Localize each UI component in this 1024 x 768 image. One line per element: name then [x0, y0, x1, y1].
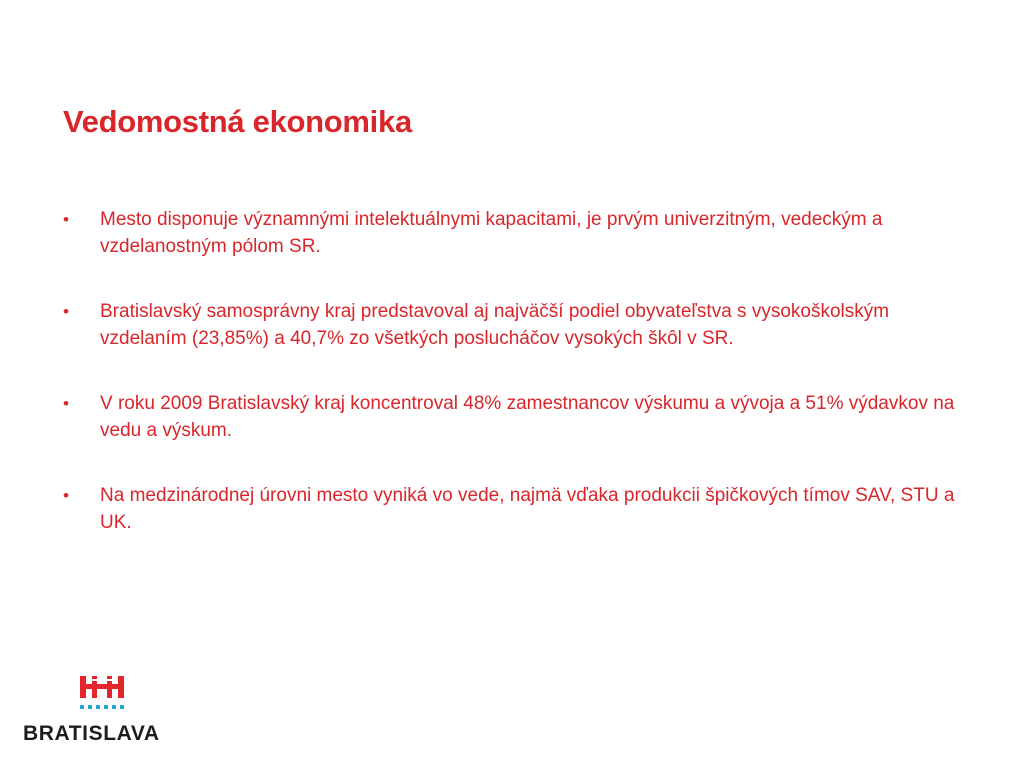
slide-title: Vedomostná ekonomika	[63, 104, 412, 139]
bullet-dot-icon: •	[63, 394, 69, 413]
bullet-text: Na medzinárodnej úrovni mesto vyniká vo vede, najmä vďaka produkcii špičkových tímov SAV, STU a UK.	[100, 485, 955, 533]
bullet-dot-icon: •	[63, 302, 69, 321]
bullet-item	[63, 482, 963, 536]
bratislava-logo	[23, 672, 193, 746]
logo-text: BRATISLAVA	[23, 722, 160, 745]
bullet-text: V roku 2009 Bratislavský kraj koncentroval 48% zamestnancov výskumu a vývoja a 51% výdavkov na vedu a výskum.	[100, 393, 955, 441]
bratislava-gate-icon	[80, 672, 130, 718]
bullet-item	[63, 206, 963, 260]
bullet-list	[63, 206, 963, 536]
bullet-item	[63, 298, 963, 352]
bullet-text: Bratislavský samosprávny kraj predstavoval aj najväčší podiel obyvateľstva s vysokoškolským vzdelaním (23,85%) a 40,7% zo všetkých poslucháčov vysokých škôl v SR.	[100, 301, 890, 349]
bullet-dot-icon: •	[63, 210, 69, 229]
bullet-item	[63, 390, 963, 444]
bullet-dot-icon: •	[63, 486, 69, 505]
bullet-text: Mesto disponuje významnými intelektuálnymi kapacitami, je prvým univerzitným, vedeckým a vzdelanostným pólom SR.	[100, 209, 883, 257]
